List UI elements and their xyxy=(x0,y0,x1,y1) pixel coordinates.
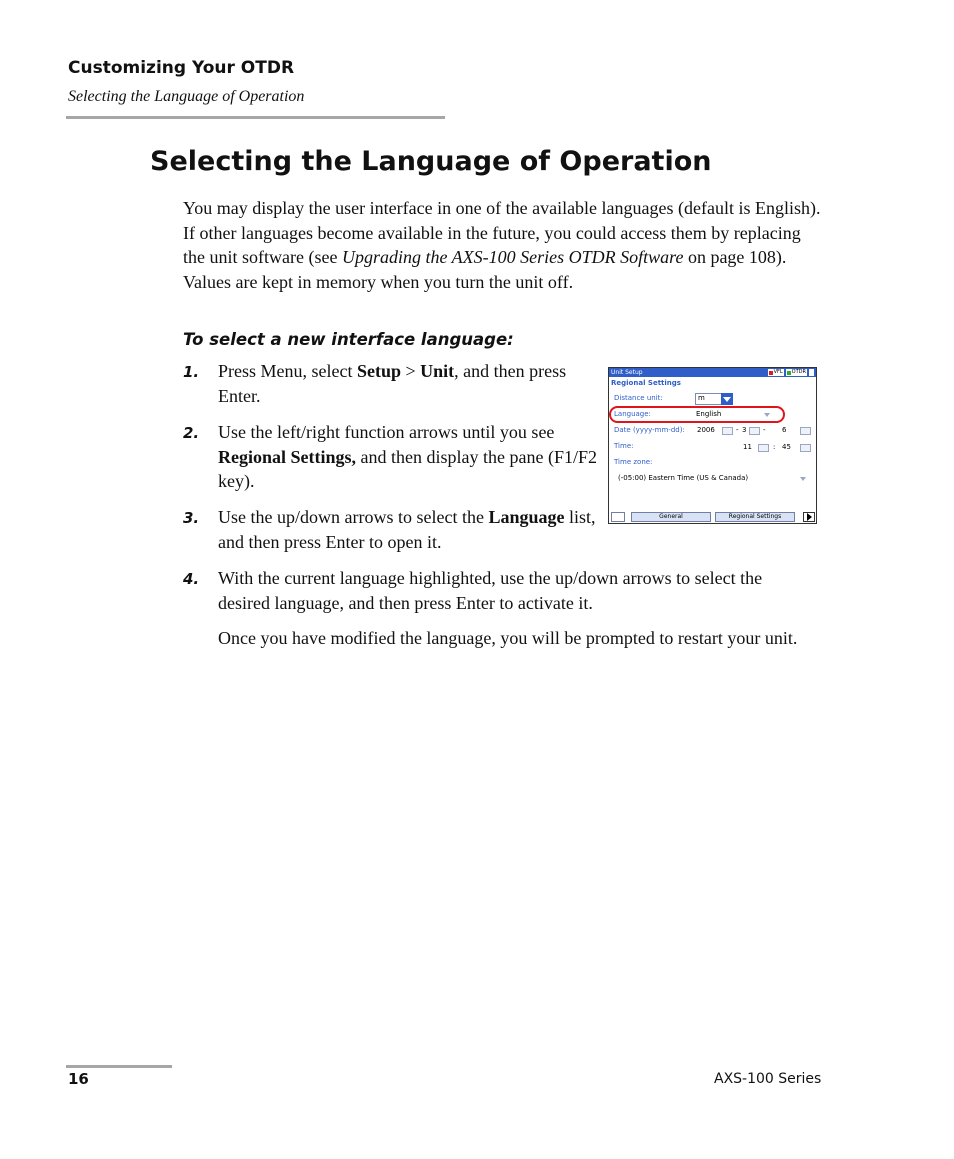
step-1-part: , and then press Enter. xyxy=(218,361,567,406)
vfl-indicator xyxy=(768,369,784,376)
step-2-part: Use the left/right function arrows until you see xyxy=(218,422,555,442)
step-3-language: Language xyxy=(488,507,565,527)
step-3-part: Use the up/down arrows to select the xyxy=(218,507,489,527)
distance-unit-field[interactable]: m xyxy=(695,393,723,405)
running-chapter-title: Customizing Your OTDR xyxy=(68,58,295,78)
footer-rule xyxy=(66,1065,172,1068)
step-2-regional: Regional Settings, xyxy=(218,446,357,467)
otdr-led-icon xyxy=(787,371,791,375)
time-zone-dropdown-icon[interactable] xyxy=(800,477,806,481)
step-2-text xyxy=(218,420,598,494)
intro-xref-link[interactable]: Upgrading the AXS-100 Series OTDR Software xyxy=(341,247,684,268)
tab-regional-settings[interactable]: Regional Settings xyxy=(715,512,795,522)
language-highlight-oval xyxy=(609,406,785,423)
intro-paragraph xyxy=(183,196,823,294)
step-number-1: 1. xyxy=(183,363,200,381)
time-zone-label: Time zone: xyxy=(614,458,653,466)
step-1-part: Press Menu, select xyxy=(218,361,357,381)
page-heading: Selecting the Language of Operation xyxy=(150,146,712,177)
date-day[interactable]: 6 xyxy=(782,426,787,434)
time-label: Time: xyxy=(614,442,634,450)
date-day-spin-icon[interactable] xyxy=(800,427,811,435)
unit-setup-screenshot xyxy=(608,367,817,524)
time-hour-spin-icon[interactable] xyxy=(758,444,769,452)
step-2-part: and then display the pane (F1/F2 key). xyxy=(218,446,597,492)
vfl-led-icon xyxy=(769,371,773,375)
date-separator: - xyxy=(763,426,766,434)
time-hour[interactable]: 11 xyxy=(743,443,752,451)
date-label: Date (yyyy-mm-dd): xyxy=(614,426,685,434)
time-minute-spin-icon[interactable] xyxy=(800,444,811,452)
intro-text-2: on page 108). Values are kept in memory when you turn the unit off. xyxy=(183,247,787,292)
step-number-2: 2. xyxy=(183,424,200,442)
step-4-note: Once you have modified the language, you will be prompted to restart your unit. xyxy=(218,628,798,648)
step-number-3: 3. xyxy=(183,509,200,527)
time-minute[interactable]: 45 xyxy=(782,443,791,451)
date-month[interactable]: 3 xyxy=(742,426,747,434)
step-3-text xyxy=(218,505,613,554)
date-year-spin-icon[interactable] xyxy=(722,427,733,435)
language-label: Language: xyxy=(614,410,651,418)
tab-general[interactable]: General xyxy=(631,512,711,522)
step-1-text xyxy=(218,359,593,408)
intro-text-1: You may display the user interface in one of the available languages (default is English). If other languages become available in the future, you could access them by replacing the unit software (see xyxy=(183,198,821,268)
status-indicators xyxy=(768,369,814,376)
time-zone-value[interactable]: (-05:00) Eastern Time (US & Canada) xyxy=(618,474,749,482)
tab-empty[interactable] xyxy=(611,512,625,522)
window-title: Unit Setup xyxy=(611,369,643,376)
tab-bar xyxy=(609,511,816,523)
distance-unit-dropdown-icon[interactable] xyxy=(721,393,733,405)
step-1-part: > xyxy=(401,361,421,381)
window-titlebar xyxy=(609,368,816,377)
pane-title: Regional Settings xyxy=(611,379,681,387)
date-separator: - xyxy=(736,426,739,434)
otdr-indicator xyxy=(786,369,807,376)
page-number: 16 xyxy=(68,1070,89,1088)
vfl-label: VFL xyxy=(773,369,783,375)
step-1-unit: Unit xyxy=(420,361,455,381)
procedure-heading: To select a new interface language: xyxy=(183,330,514,349)
step-number-4: 4. xyxy=(183,570,200,588)
step-4-text: With the current language highlighted, use the up/down arrows to select the desired language, and then press Enter to activate it. xyxy=(218,568,763,613)
next-tab-arrow-icon[interactable] xyxy=(803,512,815,522)
step-1-setup: Setup xyxy=(356,361,401,381)
running-section-title: Selecting the Language of Operation xyxy=(68,88,305,105)
otdr-label: OTDR xyxy=(791,369,806,375)
distance-unit-label: Distance unit: xyxy=(614,394,663,402)
date-year[interactable]: 2006 xyxy=(697,426,715,434)
header-rule xyxy=(66,116,445,119)
date-month-spin-icon[interactable] xyxy=(749,427,760,435)
step-3-part: list, and then press Enter to open it. xyxy=(218,507,596,552)
language-value[interactable]: English xyxy=(696,410,722,418)
product-name: AXS-100 Series xyxy=(714,1071,822,1087)
time-separator: : xyxy=(773,443,776,451)
window-control-icon[interactable] xyxy=(809,369,814,376)
